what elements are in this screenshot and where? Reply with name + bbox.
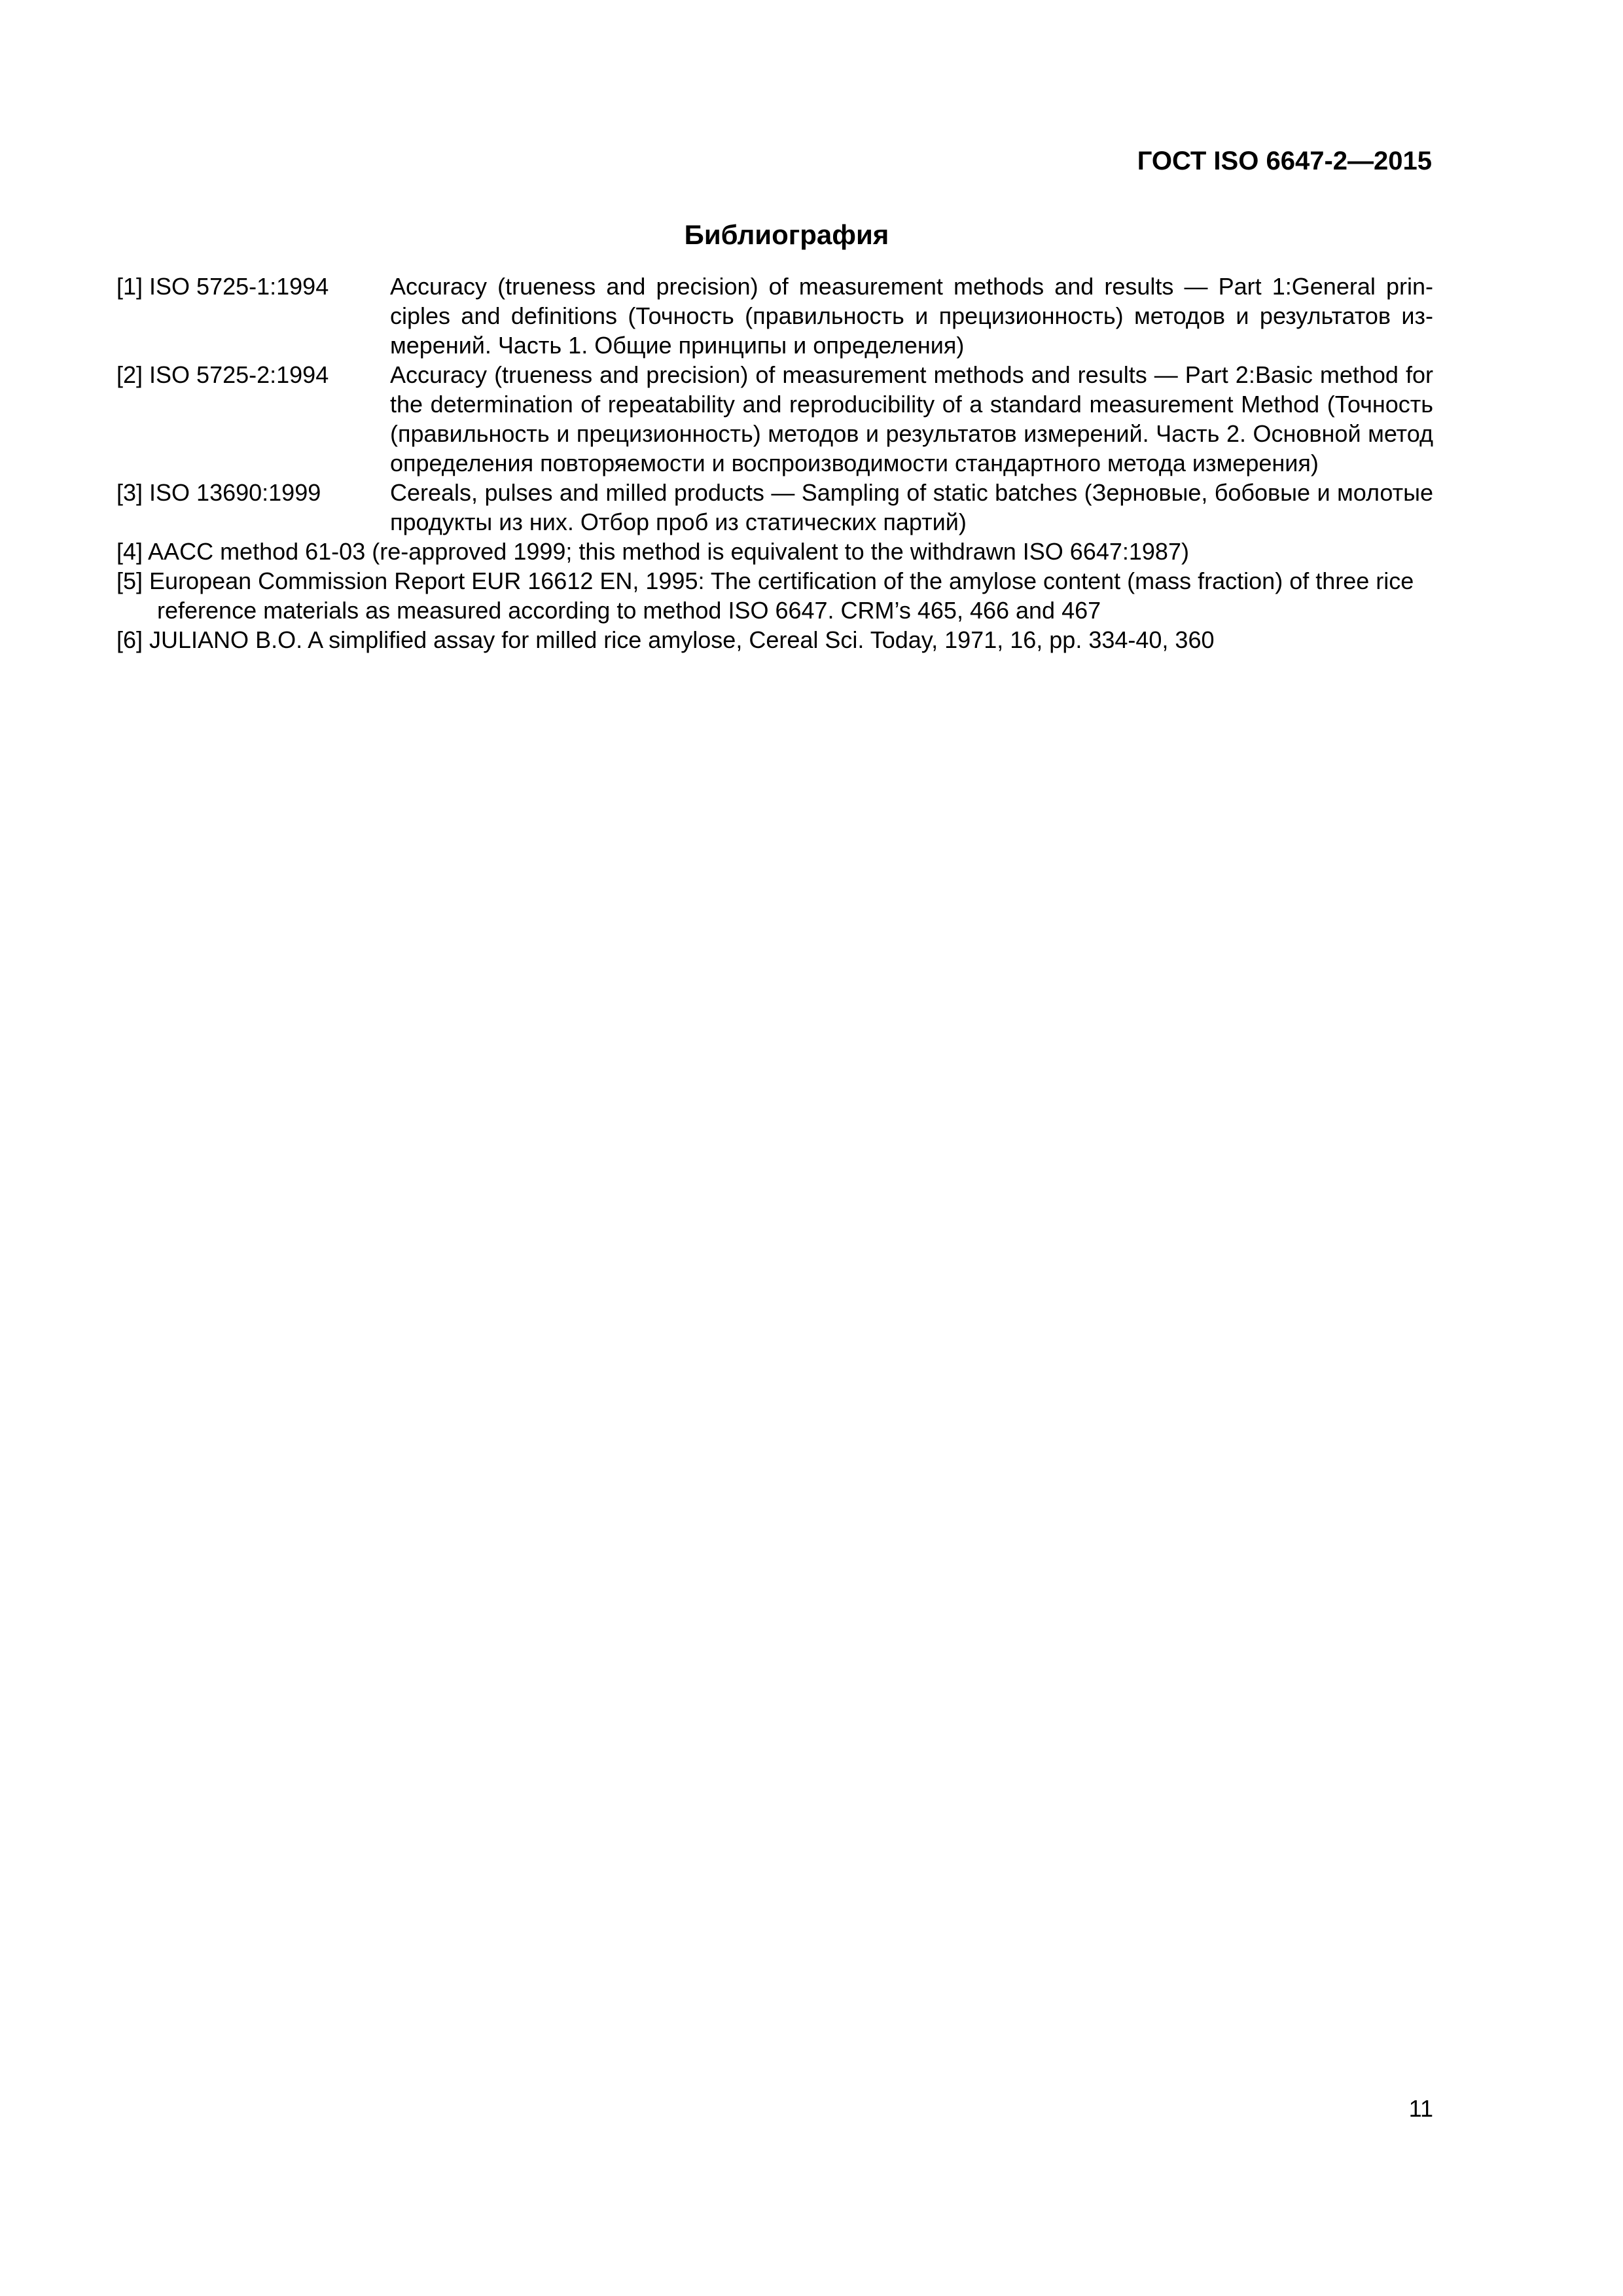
bibliography-entry-4: [4] AACC method 61-03 (re-approved 1999; this method is equivalent to the withdrawn ISO 6647:1987) [116, 538, 1189, 565]
bibliography-entry-6: [6] JULIANO B.O. A simplified assay for milled rice amylose, Cereal Sci. Today, 1971, 16, pp. 334-40, 360 [116, 626, 1215, 653]
bibliography-entry-2 [116, 360, 1433, 478]
bibliography-entry-label: [1] ISO 5725-1:1994 [116, 273, 329, 300]
bibliography-entry-text: Accuracy (trueness and precision) of measurement methods and results — Part 1:General principles and definitions (Точность (правильность и прецизионность) методов и результатов измерений. Часть 1. Общие принципы и определения) [390, 273, 1433, 359]
bibliography-entry-5: [5] European Commission Report EUR 16612 EN, 1995: The certification of the amylose content (mass fraction) of three rice reference materials as measured according to method ISO 6647. CRM’s 465, 466 and 467 [116, 567, 1414, 624]
bibliography-entry-1 [116, 272, 1433, 360]
bibliography-entry-text: Accuracy (trueness and precision) of measurement methods and results — Part 2:Basic method for the determination of repeatability and reproducibility of a standard measurement Method (Точность (правильность и прецизионность) методов и результатов измерений. Часть 2. Основной метод определения повторяемости и воспроизводимости стандартного метода измерения) [390, 361, 1433, 476]
document-code-header: ГОСТ ISO 6647-2—2015 [1137, 147, 1432, 175]
bibliography-entry-3 [116, 478, 1433, 537]
bibliography-entry-label: [3] ISO 13690:1999 [116, 479, 321, 506]
page-number: 11 [1408, 2095, 1433, 2122]
bibliography-entry-text: Cereals, pulses and milled products — Sampling of static batches (Зерновые, бобовые и молотые продукты из них. Отбор проб из статических партий) [390, 479, 1433, 535]
bibliography-title: Библиография [684, 219, 889, 250]
bibliography-entry-label: [2] ISO 5725-2:1994 [116, 361, 329, 388]
bibliography-list [116, 272, 1433, 655]
